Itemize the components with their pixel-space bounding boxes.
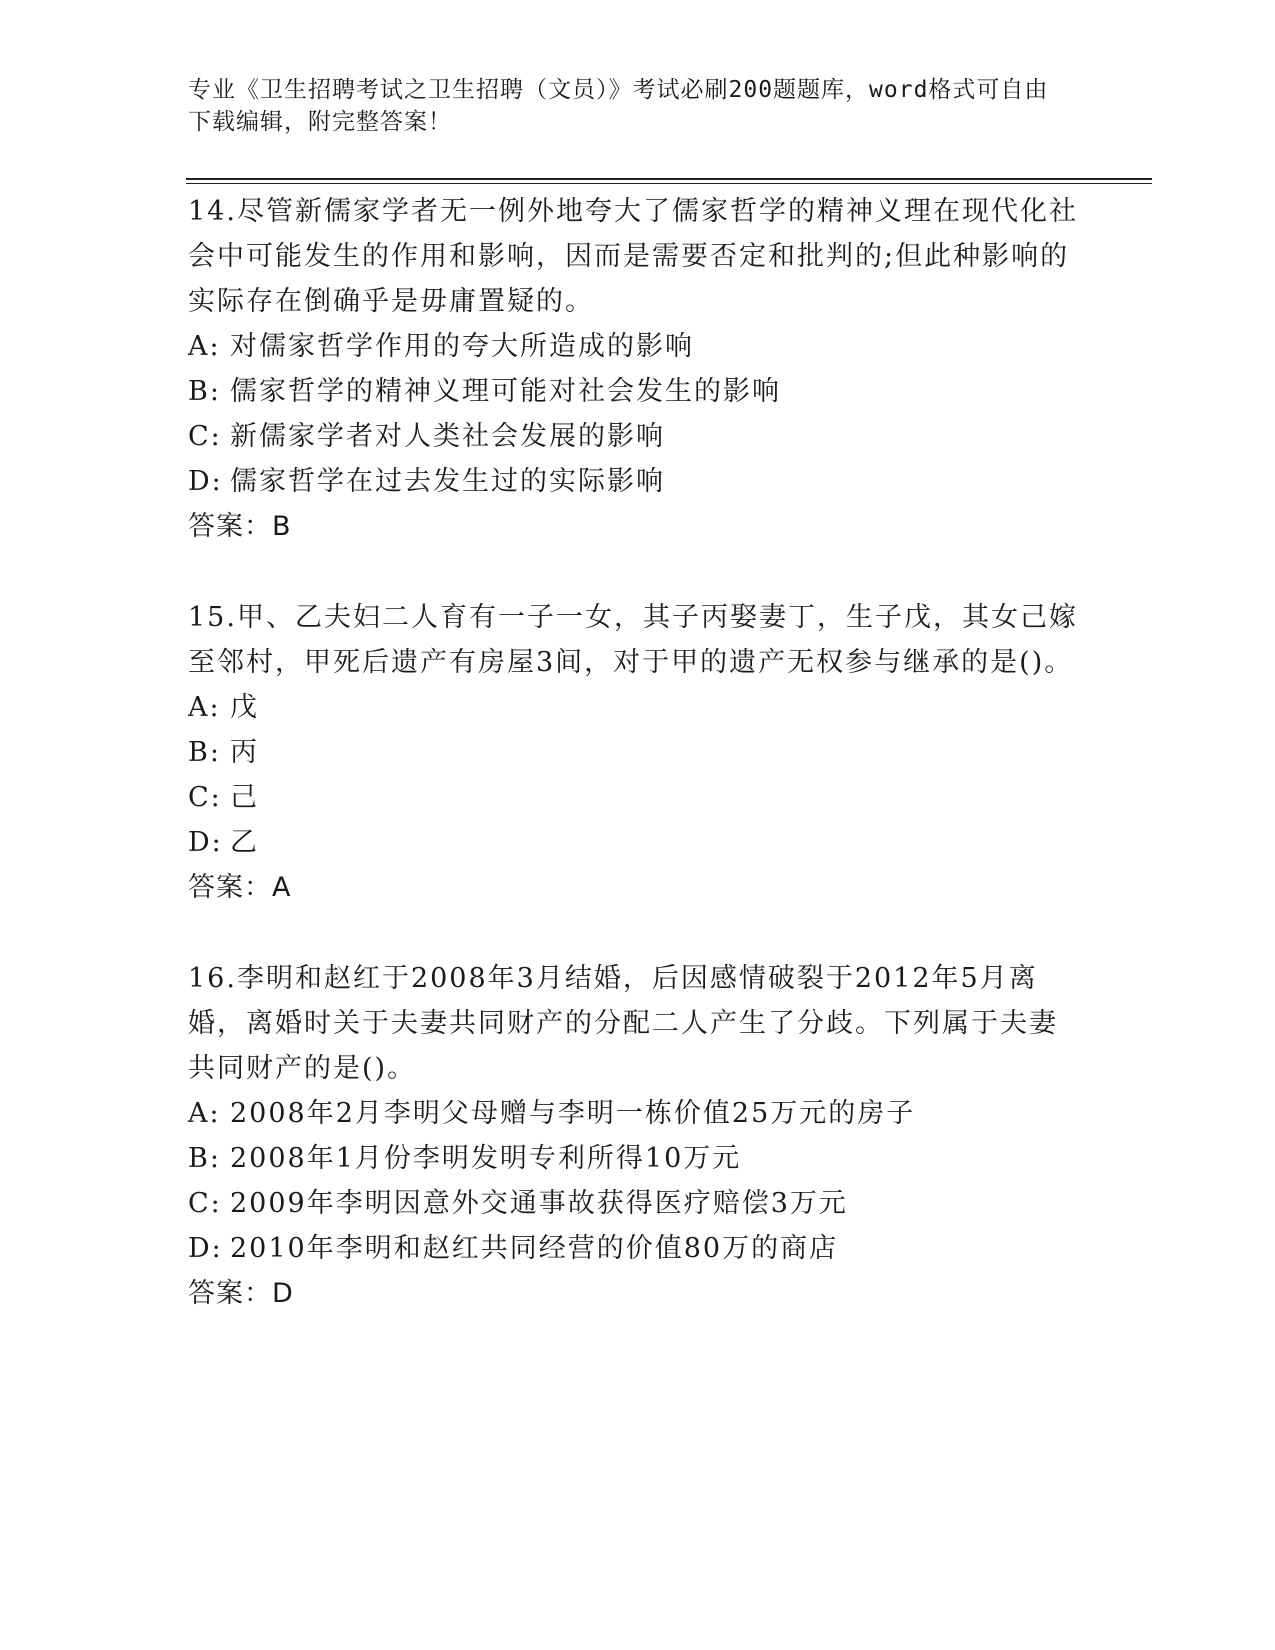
header-divider-thick xyxy=(186,178,1152,180)
option-a xyxy=(188,324,1078,369)
option-key: B: xyxy=(188,376,221,407)
question-15 xyxy=(188,595,1078,910)
option-key: C: xyxy=(188,421,222,452)
answer-label: 答案： xyxy=(188,1278,272,1309)
question-stem: 14.尽管新儒家学者无一例外地夸大了儒家哲学的精神义理在现代化社会中可能发生的作用和影响，因而是需要否定和批判的;但此种影响的实际存在倒确乎是毋庸置疑的。 xyxy=(188,196,1078,317)
option-c xyxy=(188,414,1078,459)
answer-value: D xyxy=(272,1278,294,1309)
option-c xyxy=(188,1181,1078,1226)
option-key: C: xyxy=(188,1188,222,1219)
header-divider-thin xyxy=(186,183,1152,184)
option-key: D: xyxy=(188,827,223,858)
option-key: B: xyxy=(188,1143,221,1174)
option-key: C: xyxy=(188,782,222,813)
option-text: 丙 xyxy=(230,737,259,768)
option-key: A: xyxy=(188,1098,221,1129)
option-key: A: xyxy=(188,692,221,723)
question-stem: 16.李明和赵红于2008年3月结婚，后因感情破裂于2012年5月离婚，离婚时关于夫妻共同财产的分配二人产生了分歧。下列属于夫妻共同财产的是()。 xyxy=(188,963,1058,1084)
option-d xyxy=(188,459,1078,504)
answer-line xyxy=(188,865,1078,910)
option-b xyxy=(188,730,1078,775)
question-14 xyxy=(188,189,1078,549)
option-key: D: xyxy=(188,1233,223,1264)
option-a xyxy=(188,685,1078,730)
option-text: 2008年2月李明父母赠与李明一栋价值25万元的房子 xyxy=(230,1098,916,1129)
option-text: 2010年李明和赵红共同经营的价值80万的商店 xyxy=(230,1233,839,1264)
question-stem: 15.甲、乙夫妇二人育有一子一女，其子丙娶妻丁，生子戊，其女己嫁至邻村，甲死后遗产有房屋3间，对于甲的遗产无权参与继承的是()。 xyxy=(188,602,1078,678)
option-d xyxy=(188,1226,1078,1271)
option-key: D: xyxy=(188,466,223,497)
answer-label: 答案： xyxy=(188,872,272,903)
header-note: 专业《卫生招聘考试之卫生招聘（文员）》考试必刷200题题库，word格式可自由下载编辑，附完整答案！ xyxy=(188,77,1049,135)
option-a xyxy=(188,1091,1078,1136)
question-16 xyxy=(188,956,1078,1316)
answer-label: 答案： xyxy=(188,511,272,542)
option-key: A: xyxy=(188,331,221,362)
option-key: B: xyxy=(188,737,221,768)
option-b xyxy=(188,1136,1078,1181)
option-b xyxy=(188,369,1078,414)
answer-line xyxy=(188,504,1078,549)
option-text: 儒家哲学的精神义理可能对社会发生的影响 xyxy=(230,376,781,407)
option-text: 戊 xyxy=(230,692,259,723)
option-c xyxy=(188,775,1078,820)
answer-value: A xyxy=(272,872,292,903)
option-text: 对儒家哲学作用的夸大所造成的影响 xyxy=(230,331,694,362)
option-text: 己 xyxy=(230,782,259,813)
option-text: 儒家哲学在过去发生过的实际影响 xyxy=(230,466,665,497)
option-d xyxy=(188,820,1078,865)
question-list xyxy=(188,189,1078,1362)
answer-value: B xyxy=(272,511,292,542)
option-text: 乙 xyxy=(230,827,259,858)
option-text: 2009年李明因意外交通事故获得医疗赔偿3万元 xyxy=(230,1188,848,1219)
option-text: 新儒家学者对人类社会发展的影响 xyxy=(230,421,665,452)
option-text: 2008年1月份李明发明专利所得10万元 xyxy=(230,1143,742,1174)
answer-line xyxy=(188,1271,1078,1316)
